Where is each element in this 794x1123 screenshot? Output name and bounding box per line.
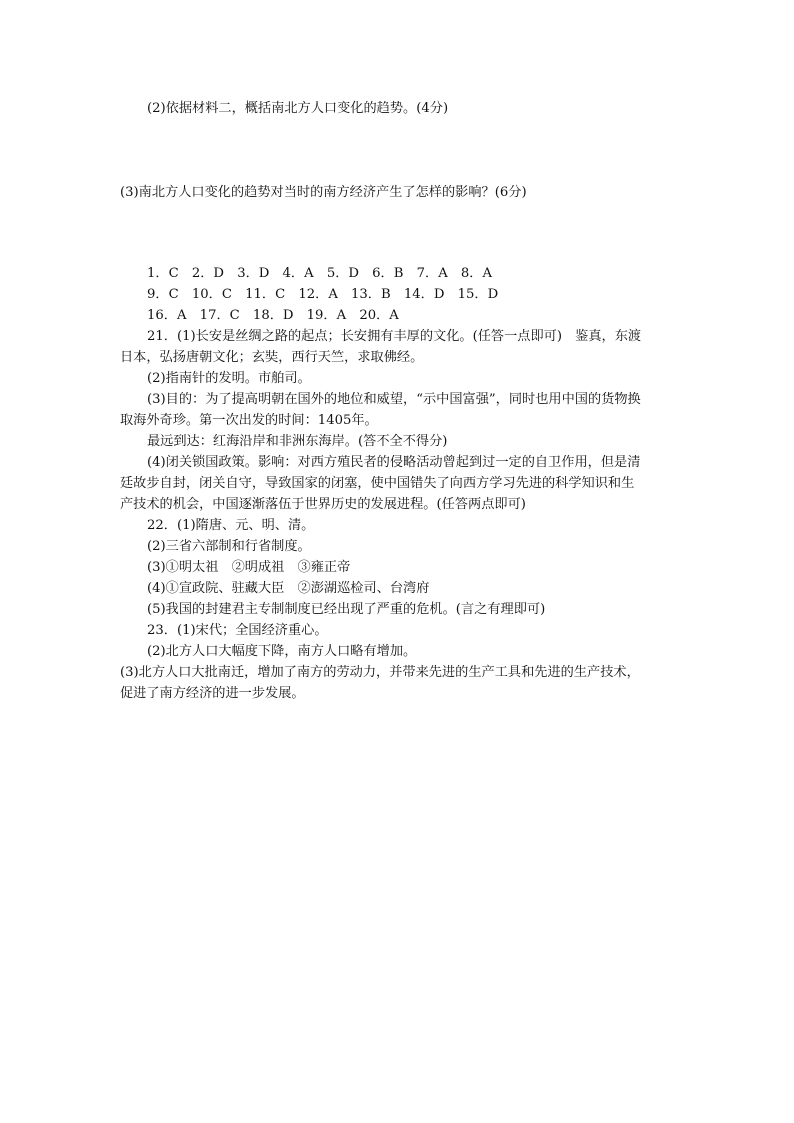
answer-21-1-line-1: 21．(1)长安是丝绸之路的起点；长安拥有丰厚的文化。(任答一点即可) 鉴真，东渡	[147, 329, 642, 344]
answer-22-1: 22．(1)隋唐、元、明、清。	[147, 518, 315, 533]
question-3: (3)南北方人口变化的趋势对当时的南方经济产生了怎样的影响？(6分)	[120, 185, 527, 200]
answer-23-1: 23．(1)宋代；全国经济重心。	[147, 623, 328, 638]
answer-21-4-line-2: 廷故步自封，闭关自守，导致国家的闭塞，使中国错失了向西方学习先进的科学知识和生	[120, 476, 635, 491]
answer-22-5: (5)我国的封建君主专制制度已经出现了严重的危机。(言之有理即可)	[147, 602, 546, 617]
answer-21-3-line-3: 最远到达：红海沿岸和非洲东海岸。(答不全不得分)	[147, 434, 448, 449]
answer-21-4-line-1: (4)闭关锁国政策。影响：对西方殖民者的侵略活动曾起到过一定的自卫作用，但是清	[147, 455, 641, 470]
question-2: (2)依据材料二，概括南北方人口变化的趋势。(4分)	[147, 101, 449, 116]
answer-22-3: (3)①明太祖 ②明成祖 ③雍正帝	[147, 560, 351, 575]
answer-21-2: (2)指南针的发明。市舶司。	[147, 371, 311, 386]
answer-21-3-line-1: (3)目的：为了提高明朝在国外的地位和威望，“示中国富强”，同时也用中国的货物换	[147, 392, 641, 407]
answer-21-4-line-3: 产技术的机会，中国逐渐落伍于世界历史的发展进程。(任答两点即可)	[120, 497, 526, 512]
answer-21-1-line-2: 日本，弘扬唐朝文化；玄奘，西行天竺，求取佛经。	[120, 350, 424, 365]
answer-mc-row-2: 9．C 10．C 11．C 12．A 13．B 14．D 15．D	[147, 287, 499, 302]
answer-mc-row-3: 16．A 17．C 18．D 19．A 20．A	[147, 308, 399, 323]
answer-21-3-line-2: 取海外奇珍。第一次出发的时间：1405年。	[120, 413, 378, 428]
answer-23-2: (2)北方人口大幅度下降，南方人口略有增加。	[147, 644, 417, 659]
answer-23-3-line-2: 促进了南方经济的进一步发展。	[120, 686, 305, 701]
answer-22-2: (2)三省六部制和行省制度。	[147, 539, 311, 554]
answer-mc-row-1: 1．C 2．D 3．D 4．A 5．D 6．B 7．A 8．A	[147, 266, 493, 281]
answer-23-3-line-1: (3)北方人口大批南迁，增加了南方的劳动力，并带来先进的生产工具和先进的生产技术，	[120, 665, 640, 680]
answer-22-4: (4)①宣政院、驻藏大臣 ②澎湖巡检司、台湾府	[147, 581, 430, 596]
